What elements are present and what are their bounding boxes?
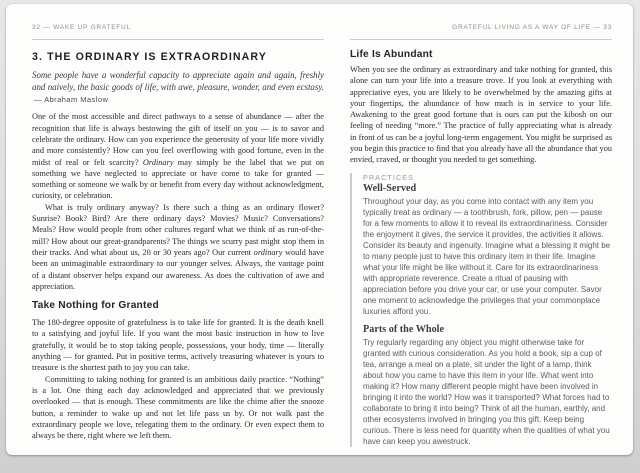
section-heading-take-nothing-for-granted: Take Nothing for Granted xyxy=(32,300,159,312)
section-heading-life-is-abundant: Life Is Abundant xyxy=(350,49,433,60)
paragraph-segment: What is truly ordinary anyway? Is there such a thing as an ordinary flower? Sunrise? Book? Bird? Are there ordinary days? Movies? Music? Conversations? Meals? How would people from other cultures regard what we think of as run-of-the-mill? How about our great-grandparents? The things we scurry past might stop them in their tracks. And what about us, 20 or 30 years ago? Our current xyxy=(32,202,324,257)
book-spread xyxy=(6,4,633,455)
practice-body: Try regularly regarding any object you might otherwise take for granted with curious consideration. As you hold a book, sip a cup of tea, arrange a meal on a plate, sit under the light of a lamp, think about how you came to have this item in your life. What went into making it? How many different people might have been involved in bringing it into the world? How was it transported? What forces had to collaborate to bring it into being? Think of all the human, earthly, and other ecosystems involved in bringing you this gift. Keep being curious. There is less need for quantity when the qualities of what you have can keep you awestruck. xyxy=(363,337,610,446)
body-paragraph: Committing to taking nothing for granted is an ambitious daily practice. “Nothing” is a lot. One thing each day acknowledged and appreciated that we previously overlooked — that is enough. These commitments are like the chime after the snooze button, a reminder to wake up and not let life pass us by. Or not walk past the extraordinary people we love, relegating them to the ordinary. Or even expect them to always be there, right where we left them. xyxy=(32,374,324,441)
epigraph-text: Some people have a wonderful capacity to appreciate again and again, freshly and naively, the basic goods of life, with awe, pleasure, wonder, and even ecstasy. xyxy=(32,70,324,92)
running-header-right: GRATEFUL LIVING AS A WAY OF LIFE — 33 xyxy=(350,24,612,40)
running-header-left: 32 — WAKE UP GRATEFUL xyxy=(32,24,324,40)
page-right xyxy=(350,4,612,455)
epigraph xyxy=(32,70,324,105)
body-text-block xyxy=(32,317,324,441)
body-text-block xyxy=(32,111,324,292)
practice-item xyxy=(363,183,612,317)
practices-label: PRACTICES xyxy=(363,172,415,182)
paragraph-emphasis: Ordinary xyxy=(142,157,174,167)
body-text-block xyxy=(350,64,612,166)
body-paragraph: The 180-degree opposite of gratefulness is to take life for granted. It is the death knell to a satisfying and joyful life. If you want the most basic instruction in how to live gratefully, it would be to stop taking people, possessions, your body, time — literally anything — for granted. Put in positive terms, actively treasuring whatever is yours to treasure is the shortest path to joy you can take. xyxy=(32,318,324,373)
paragraph-segment: would have been an unimaginable extraordinary to our younger selves. Always, the vantage point of a distant observer helps expand our awareness. As does the cultivation of awe and appreciation. xyxy=(32,247,324,291)
body-paragraph xyxy=(32,111,324,201)
practice-item xyxy=(363,324,612,447)
practices-block xyxy=(350,173,612,447)
practice-title-parts-of-the-whole: Parts of the Whole xyxy=(363,323,445,335)
practice-body: Throughout your day, as you come into contact with any item you typically treat as ordinary — a toothbrush, fork, pillow, pen — pause for a few moments to allow it to reveal its extraordinariness. Consider the enjoyment it gives, the service it provides, the activities it allows. Consider its beauty and ingenuity. Imagine what a blessing it might be to many people just to have this ordinary item in their life. Imagine what your life might be like without it. Care for its extraordinariness with appropriate reverence. Create a ritual of pausing with appreciation before you drive your car, or use your computer. Savor one moment to acknowledge the privileges that your commonplace luxuries afford you. xyxy=(363,196,611,316)
practice-title-well-served: Well-Served xyxy=(363,182,417,194)
epigraph-attribution: — Abraham Maslow xyxy=(34,94,109,104)
chapter-title: 3. THE ORDINARY IS EXTRAORDINARY xyxy=(32,51,267,63)
body-paragraph xyxy=(32,202,324,292)
paragraph-emphasis: ordinary xyxy=(253,247,283,257)
body-paragraph: When you see the ordinary as extraordinary and take nothing for granted, this alone can turn your life into a treasure trove. If you look at everything with appreciative eyes, you are likely to be overwhelmed by the amazing gifts at your fingertips, the abundance of how much is in service to your life. Awakening to the great good fortune that is ours can put the kibosh on our feeling of needing “more.” The practice of fully appreciating what is already in front of us can be a joyful long-term engagement. You might be surprised as you begin this practice to find that you already have all the abundance that you envied, craved, or thought you needed to get something. xyxy=(350,65,612,165)
paragraph-segment: One of the most accessible and direct pathways to a sense of abundance — after the recognition that life is always bestowing the gift of itself on you — is to savor and celebrate the ordinary. How can you experience the generosity of your life more vividly and more consistently? How can you feel overflowing with good fortune, even in the midst of real or felt scarcity? xyxy=(32,112,324,167)
paragraph-segment: may simply be the label that we put on something we have neglected to appreciate or have come to take for granted — something or someone we walk by or benefit from every day without acknowledgment, curiosity, or celebration. xyxy=(32,157,324,201)
page-left xyxy=(32,4,324,455)
